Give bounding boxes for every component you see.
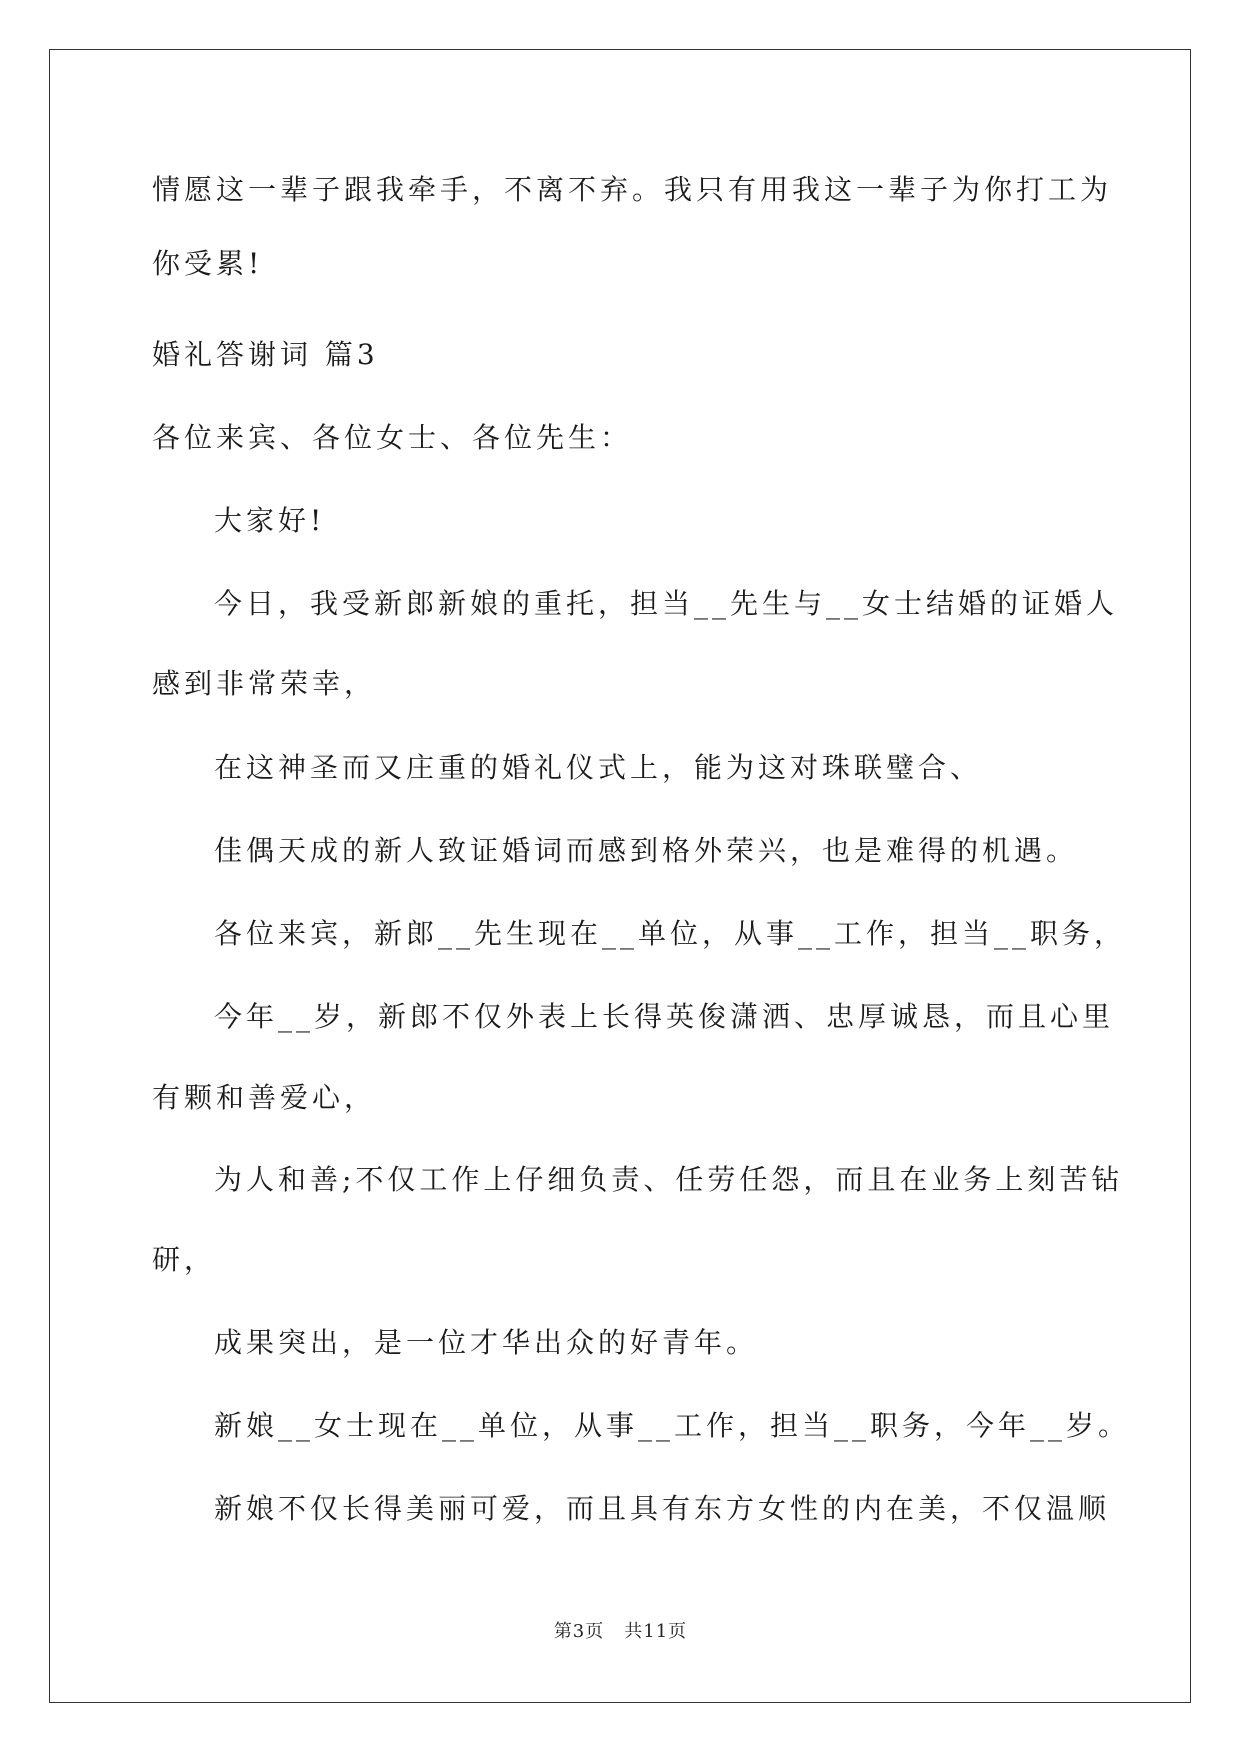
text-line-10: 各位来宾，新郎__先生现在__单位，从事__工作，担当__职务， [214,917,1127,950]
page-footer [0,1620,1241,1644]
page-number: 第3页 [553,1621,605,1642]
text-line-14: 研， [152,1243,217,1276]
page-total: 共11页 [624,1621,688,1642]
text-line-12: 有颗和善爱心， [152,1081,377,1114]
text-line-7: 感到非常荣幸， [152,667,377,700]
text-line-6: 今日，我受新郎新娘的重托，担当__先生与__女士结婚的证婚人 [214,587,1119,620]
text-line-2: 你受累! [152,247,264,280]
greeting: 大家好! [214,504,326,537]
text-line-9: 佳偶天成的新人致证婚词而感到格外荣兴，也是难得的机遇。 [214,834,1079,867]
text-line-15: 成果突出，是一位才华出众的好青年。 [214,1326,759,1359]
text-line-17: 新娘不仅长得美丽可爱，而且具有东方女性的内在美，不仅温顺 [214,1492,1111,1525]
text-line-8: 在这神圣而又庄重的婚礼仪式上，能为这对珠联璧合、 [214,751,983,784]
salutation: 各位来宾、各位女士、各位先生： [152,421,633,454]
text-line-1: 情愿这一辈子跟我牵手，不离不弃。我只有用我这一辈子为你打工为 [152,173,1113,206]
page-border [49,49,1191,1703]
section-heading: 婚礼答谢词 篇3 [152,338,379,371]
text-line-16: 新娘__女士现在__单位，从事__工作，担当__职务，今年__岁。 [214,1409,1131,1442]
text-line-13: 为人和善;不仅工作上仔细负责、任劳任怨，而且在业务上刻苦钻 [214,1163,1124,1196]
text-line-11: 今年__岁，新郎不仅外表上长得英俊潇洒、忠厚诚恳，而且心里 [214,1000,1115,1033]
